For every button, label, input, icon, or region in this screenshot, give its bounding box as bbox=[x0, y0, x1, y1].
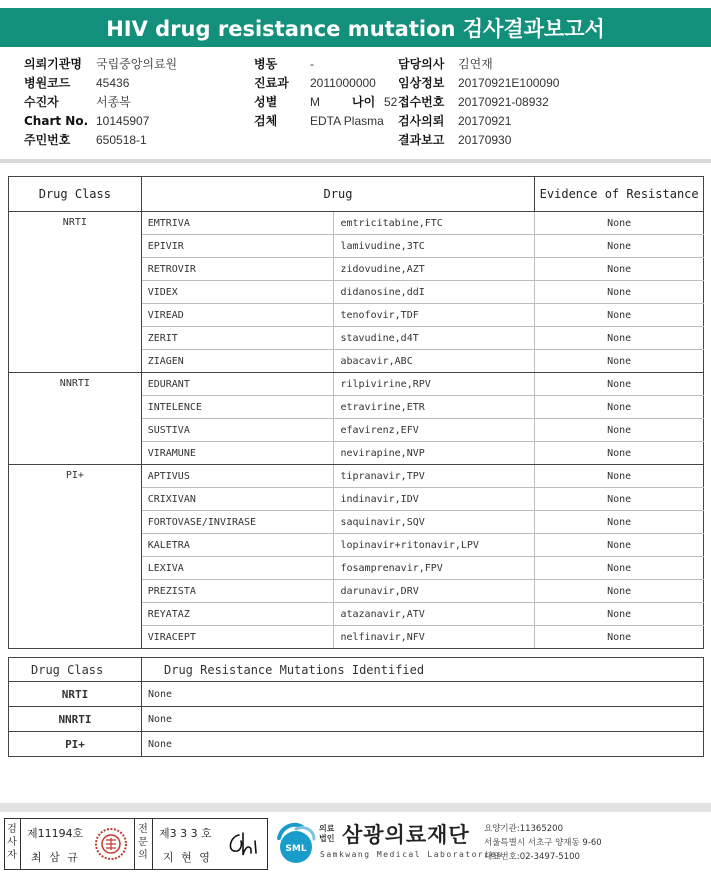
drug-brand-cell: PREZISTA bbox=[141, 580, 334, 603]
header-drug-class: Drug Class bbox=[9, 177, 142, 212]
mutation-row bbox=[9, 682, 704, 707]
mutation-class-cell: PI+ bbox=[9, 732, 142, 757]
info-label: 검체 bbox=[254, 114, 278, 128]
examiner-label: 검사자 bbox=[7, 824, 17, 861]
report-title: HIV drug resistance mutation 검사결과보고서 bbox=[0, 8, 711, 47]
drug-brand-cell: FORTOVASE/INVIRASE bbox=[141, 511, 334, 534]
info-row bbox=[398, 111, 559, 130]
org-contact-line: 대표번호:02-3497-5100 bbox=[484, 852, 580, 862]
age-value: 52 bbox=[384, 94, 398, 109]
drug-generic-cell: nelfinavir,NFV bbox=[334, 626, 535, 649]
drug-generic-cell: zidovudine,AZT bbox=[334, 258, 535, 281]
info-label: 진료과 bbox=[254, 76, 289, 90]
drug-generic-cell: indinavir,IDV bbox=[334, 488, 535, 511]
signature-box bbox=[4, 818, 268, 870]
drug-brand-cell: APTIVUS bbox=[141, 465, 334, 488]
drug-brand-cell: INTELENCE bbox=[141, 396, 334, 419]
evidence-cell: None bbox=[535, 534, 704, 557]
table-row bbox=[9, 465, 704, 488]
mut-header-mutations: Drug Resistance Mutations Identified bbox=[142, 658, 704, 682]
info-value: 2011000000 bbox=[310, 75, 376, 90]
info-row bbox=[24, 73, 177, 92]
info-row bbox=[398, 130, 559, 149]
drug-brand-cell: SUSTIVA bbox=[141, 419, 334, 442]
drug-brand-cell: EPIVIR bbox=[141, 235, 334, 258]
sml-logo-text: SML bbox=[285, 844, 307, 854]
drug-class-cell: NNRTI bbox=[9, 373, 142, 465]
info-value: 10145907 bbox=[96, 113, 150, 128]
info-value: 20170921E100090 bbox=[458, 75, 560, 90]
info-value: 국립중앙의료원 bbox=[96, 57, 178, 71]
info-row bbox=[398, 92, 559, 111]
info-value: 650518-1 bbox=[96, 132, 147, 147]
table-row bbox=[9, 212, 704, 235]
mutation-row bbox=[9, 707, 704, 732]
divider bbox=[20, 819, 21, 869]
drug-brand-cell: REYATAZ bbox=[141, 603, 334, 626]
evidence-cell: None bbox=[535, 465, 704, 488]
table-row bbox=[9, 373, 704, 396]
org-contact bbox=[484, 822, 602, 864]
drug-brand-cell: ZIAGEN bbox=[141, 350, 334, 373]
info-row bbox=[254, 54, 397, 73]
mutation-class-cell: NNRTI bbox=[9, 707, 142, 732]
info-value: 서종복 bbox=[96, 95, 131, 109]
evidence-cell: None bbox=[535, 212, 704, 235]
info-label: 임상정보 bbox=[398, 76, 445, 90]
drug-generic-cell: efavirenz,EFV bbox=[334, 419, 535, 442]
drug-brand-cell: EMTRIVA bbox=[141, 212, 334, 235]
evidence-cell: None bbox=[535, 419, 704, 442]
info-label: 의뢰기관명 bbox=[24, 57, 82, 71]
info-row bbox=[24, 54, 177, 73]
drug-generic-cell: rilpivirine,RPV bbox=[334, 373, 535, 396]
info-value: 20170930 bbox=[458, 132, 512, 147]
org-logo-area bbox=[272, 816, 708, 872]
drug-brand-cell: VIRACEPT bbox=[141, 626, 334, 649]
evidence-cell: None bbox=[535, 488, 704, 511]
evidence-cell: None bbox=[535, 511, 704, 534]
drug-brand-cell: VIREAD bbox=[141, 304, 334, 327]
info-label: 수진자 bbox=[24, 95, 59, 109]
drug-generic-cell: saquinavir,SQV bbox=[334, 511, 535, 534]
info-row bbox=[24, 111, 177, 130]
drug-brand-cell: VIRAMUNE bbox=[141, 442, 334, 465]
evidence-cell: None bbox=[535, 281, 704, 304]
info-value: 45436 bbox=[96, 75, 130, 90]
info-column-3 bbox=[398, 54, 559, 149]
age-label: 나이 bbox=[352, 95, 376, 109]
info-label: 주민번호 bbox=[24, 133, 71, 147]
evidence-cell: None bbox=[535, 442, 704, 465]
info-label: 성별 bbox=[254, 95, 278, 109]
mutation-value-cell: None bbox=[142, 732, 704, 757]
examiner-number: 제11194호 bbox=[27, 827, 84, 840]
info-label: 결과보고 bbox=[398, 133, 445, 147]
drug-generic-cell: etravirine,ETR bbox=[334, 396, 535, 419]
drug-generic-cell: tenofovir,TDF bbox=[334, 304, 535, 327]
info-row bbox=[254, 92, 397, 111]
org-name: 삼광의료재단 bbox=[342, 823, 470, 847]
drug-brand-cell: KALETRA bbox=[141, 534, 334, 557]
specialist-number: 제3 3 3 호 bbox=[159, 827, 212, 840]
drug-generic-cell: lopinavir+ritonavir,LPV bbox=[334, 534, 535, 557]
divider bbox=[134, 819, 135, 869]
specialist-label: 전문의 bbox=[138, 824, 148, 861]
drug-generic-cell: lamivudine,3TC bbox=[334, 235, 535, 258]
drug-generic-cell: tipranavir,TPV bbox=[334, 465, 535, 488]
drug-generic-cell: stavudine,d4T bbox=[334, 327, 535, 350]
drug-brand-cell: CRIXIVAN bbox=[141, 488, 334, 511]
mutation-value-cell: None bbox=[142, 707, 704, 732]
signature-image bbox=[223, 827, 263, 863]
mut-header-class: Drug Class bbox=[9, 658, 142, 682]
info-row bbox=[398, 54, 559, 73]
header-divider bbox=[0, 159, 711, 163]
drug-brand-cell: EDURANT bbox=[141, 373, 334, 396]
info-row bbox=[24, 130, 177, 149]
info-value: EDTA Plasma bbox=[310, 113, 384, 128]
evidence-cell: None bbox=[535, 373, 704, 396]
evidence-cell: None bbox=[535, 304, 704, 327]
evidence-cell: None bbox=[535, 396, 704, 419]
drug-generic-cell: fosamprenavir,FPV bbox=[334, 557, 535, 580]
resistance-table bbox=[8, 176, 704, 649]
evidence-cell: None bbox=[535, 603, 704, 626]
mutation-table bbox=[8, 657, 704, 757]
evidence-cell: None bbox=[535, 350, 704, 373]
org-english-name: Samkwang Medical Laboratories bbox=[320, 850, 504, 859]
info-value: 김연재 bbox=[458, 57, 493, 71]
drug-generic-cell: abacavir,ABC bbox=[334, 350, 535, 373]
examiner-name: 최 삼 규 bbox=[31, 851, 80, 864]
drug-generic-cell: didanosine,ddI bbox=[334, 281, 535, 304]
info-label: 병원코드 bbox=[24, 76, 71, 90]
info-column-1 bbox=[24, 54, 177, 149]
evidence-cell: None bbox=[535, 580, 704, 603]
examiner-seal bbox=[94, 827, 128, 861]
info-value: 20170921-08932 bbox=[458, 94, 549, 109]
evidence-cell: None bbox=[535, 557, 704, 580]
info-row bbox=[254, 73, 397, 92]
org-contact-line: 요양기관:11365200 bbox=[484, 824, 563, 834]
evidence-cell: None bbox=[535, 258, 704, 281]
specialist-name: 지 현 영 bbox=[163, 851, 212, 864]
mutation-value-cell: None bbox=[142, 682, 704, 707]
info-label: 병동 bbox=[254, 57, 278, 71]
drug-brand-cell: ZERIT bbox=[141, 327, 334, 350]
org-type bbox=[319, 824, 334, 844]
drug-brand-cell: RETROVIR bbox=[141, 258, 334, 281]
org-type-line: 의료 bbox=[319, 824, 335, 833]
mutation-class-cell: NRTI bbox=[9, 682, 142, 707]
mutation-row bbox=[9, 732, 704, 757]
info-value: 20170921 bbox=[458, 113, 512, 128]
org-contact-line: 서울특별시 서초구 양재동 9-60 bbox=[484, 838, 602, 848]
drug-class-cell: NRTI bbox=[9, 212, 142, 373]
drug-generic-cell: nevirapine,NVP bbox=[334, 442, 535, 465]
info-label: 담당의사 bbox=[398, 57, 445, 71]
info-column-2 bbox=[254, 54, 397, 130]
drug-generic-cell: darunavir,DRV bbox=[334, 580, 535, 603]
org-type-line: 법인 bbox=[319, 834, 335, 843]
drug-brand-cell: LEXIVA bbox=[141, 557, 334, 580]
evidence-cell: None bbox=[535, 327, 704, 350]
info-value: M bbox=[310, 94, 320, 109]
evidence-cell: None bbox=[535, 235, 704, 258]
info-row bbox=[24, 92, 177, 111]
info-label: Chart No. bbox=[24, 113, 89, 128]
evidence-cell: None bbox=[535, 626, 704, 649]
drug-brand-cell: VIDEX bbox=[141, 281, 334, 304]
drug-generic-cell: emtricitabine,FTC bbox=[334, 212, 535, 235]
header-drug: Drug bbox=[141, 177, 535, 212]
footer-divider bbox=[0, 803, 711, 812]
info-label: 검사의뢰 bbox=[398, 114, 445, 128]
info-value: - bbox=[310, 56, 314, 71]
header-evidence: Evidence of Resistance bbox=[535, 177, 704, 212]
drug-class-cell: PI+ bbox=[9, 465, 142, 649]
divider bbox=[152, 819, 153, 869]
info-label: 접수번호 bbox=[398, 95, 445, 109]
info-row bbox=[398, 73, 559, 92]
sml-logo-icon bbox=[272, 820, 320, 866]
drug-generic-cell: atazanavir,ATV bbox=[334, 603, 535, 626]
info-row bbox=[254, 111, 397, 130]
